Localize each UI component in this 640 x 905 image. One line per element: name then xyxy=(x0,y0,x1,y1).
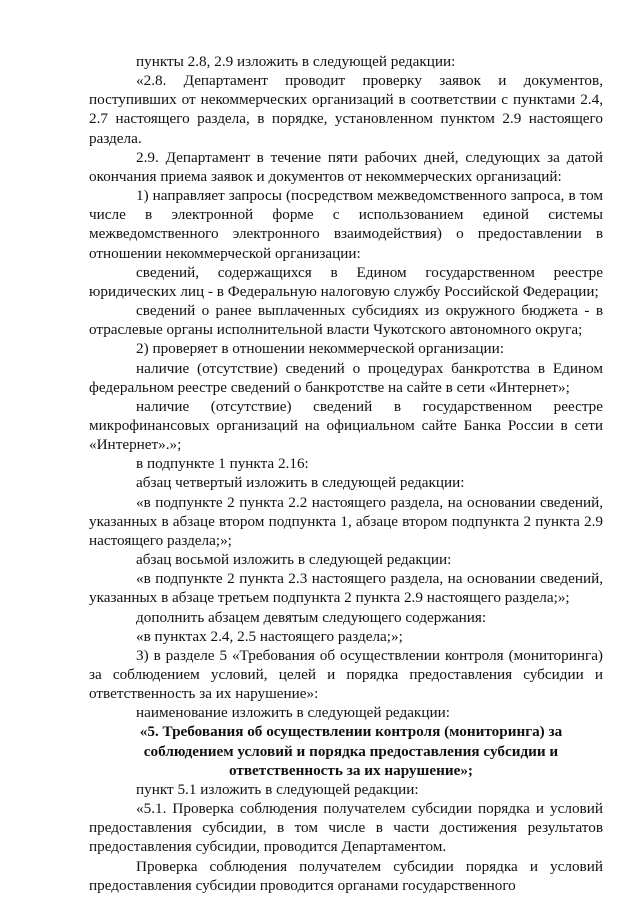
paragraph: дополнить абзацем девятым следующего содержания: xyxy=(136,608,487,626)
paragraph: абзац четвертый изложить в следующей редакции: xyxy=(136,474,465,492)
paragraph: 2.9. Департамент в течение пяти рабочих дней, следующих за датой окончания приема заявок и документов от некоммерческих организаций: xyxy=(89,148,603,185)
paragraph: наличие (отсутствие) сведений о процедурах банкротства в Едином федеральном реестре сведений о банкротстве на сайте в сети «Интернет»; xyxy=(89,359,603,396)
document-body xyxy=(89,52,603,895)
paragraph: 1) направляет запросы (посредством межведомственного запроса, в том числе в электронной форме с использованием единой системы межведомственного электронного взаимодействия) о предоставлении в отношении некоммерческой организации: xyxy=(89,187,603,262)
paragraph: 3) в разделе 5 «Требования об осуществлении контроля (мониторинга) за соблюдением условий, целей и порядка предоставления субсидии и ответственность за их нарушение»: xyxy=(89,646,603,703)
paragraph: Проверка соблюдения получателем субсидии порядка и условий предоставления субсидии проводится органами государственного xyxy=(89,857,603,894)
paragraph: сведений, содержащихся в Едином государственном реестре юридических лиц - в Федеральную налоговую службу Российской Федерации; xyxy=(89,263,603,300)
paragraph: 2) проверяет в отношении некоммерческой организации: xyxy=(136,340,505,358)
paragraph: пункты 2.8, 2.9 изложить в следующей редакции: xyxy=(136,53,456,70)
paragraph: сведений о ранее выплаченных субсидиях из окружного бюджета - в отраслевые органы исполнительной власти Чукотского автономного округа; xyxy=(89,302,603,339)
paragraph: «в пунктах 2.4, 2.5 настоящего раздела;»; xyxy=(136,627,403,645)
section-heading: «5. Требования об осуществлении контроля (мониторинга) за соблюдением условий и порядка предоставления субсидии и ответственность за их нарушение»; xyxy=(139,723,563,779)
paragraph: наличие (отсутствие) сведений в государственном реестре микрофинансовых организаций на официальном сайте Банка России в сети «Интернет».»; xyxy=(89,397,603,454)
paragraph: пункт 5.1 изложить в следующей редакции: xyxy=(136,780,419,798)
paragraph: «в подпункте 2 пункта 2.3 настоящего раздела, на основании сведений, указанных в абзаце третьем подпункта 2 пункта 2.9 настоящего раздела;»; xyxy=(89,570,603,607)
paragraph: в подпункте 1 пункта 2.16: xyxy=(136,455,309,473)
paragraph: абзац восьмой изложить в следующей редакции: xyxy=(136,551,452,569)
paragraph: «5.1. Проверка соблюдения получателем субсидии порядка и условий предоставления субсидии, в том числе в части достижения результатов предоставления субсидии, проводится Департаментом. xyxy=(89,800,603,856)
paragraph: «2.8. Департамент проводит проверку заявок и документов, поступивших от некоммерческих организаций в соответствии с пунктами 2.4, 2.7 настоящего раздела, в порядке, установленном пунктом 2.9 настоящего раздела. xyxy=(89,72,603,147)
paragraph: «в подпункте 2 пункта 2.2 настоящего раздела, на основании сведений, указанных в абзаце втором подпункта 1, абзаце втором подпункта 2 пункта 2.9 настоящего раздела;»; xyxy=(89,493,603,549)
paragraph: наименование изложить в следующей редакции: xyxy=(136,704,450,722)
